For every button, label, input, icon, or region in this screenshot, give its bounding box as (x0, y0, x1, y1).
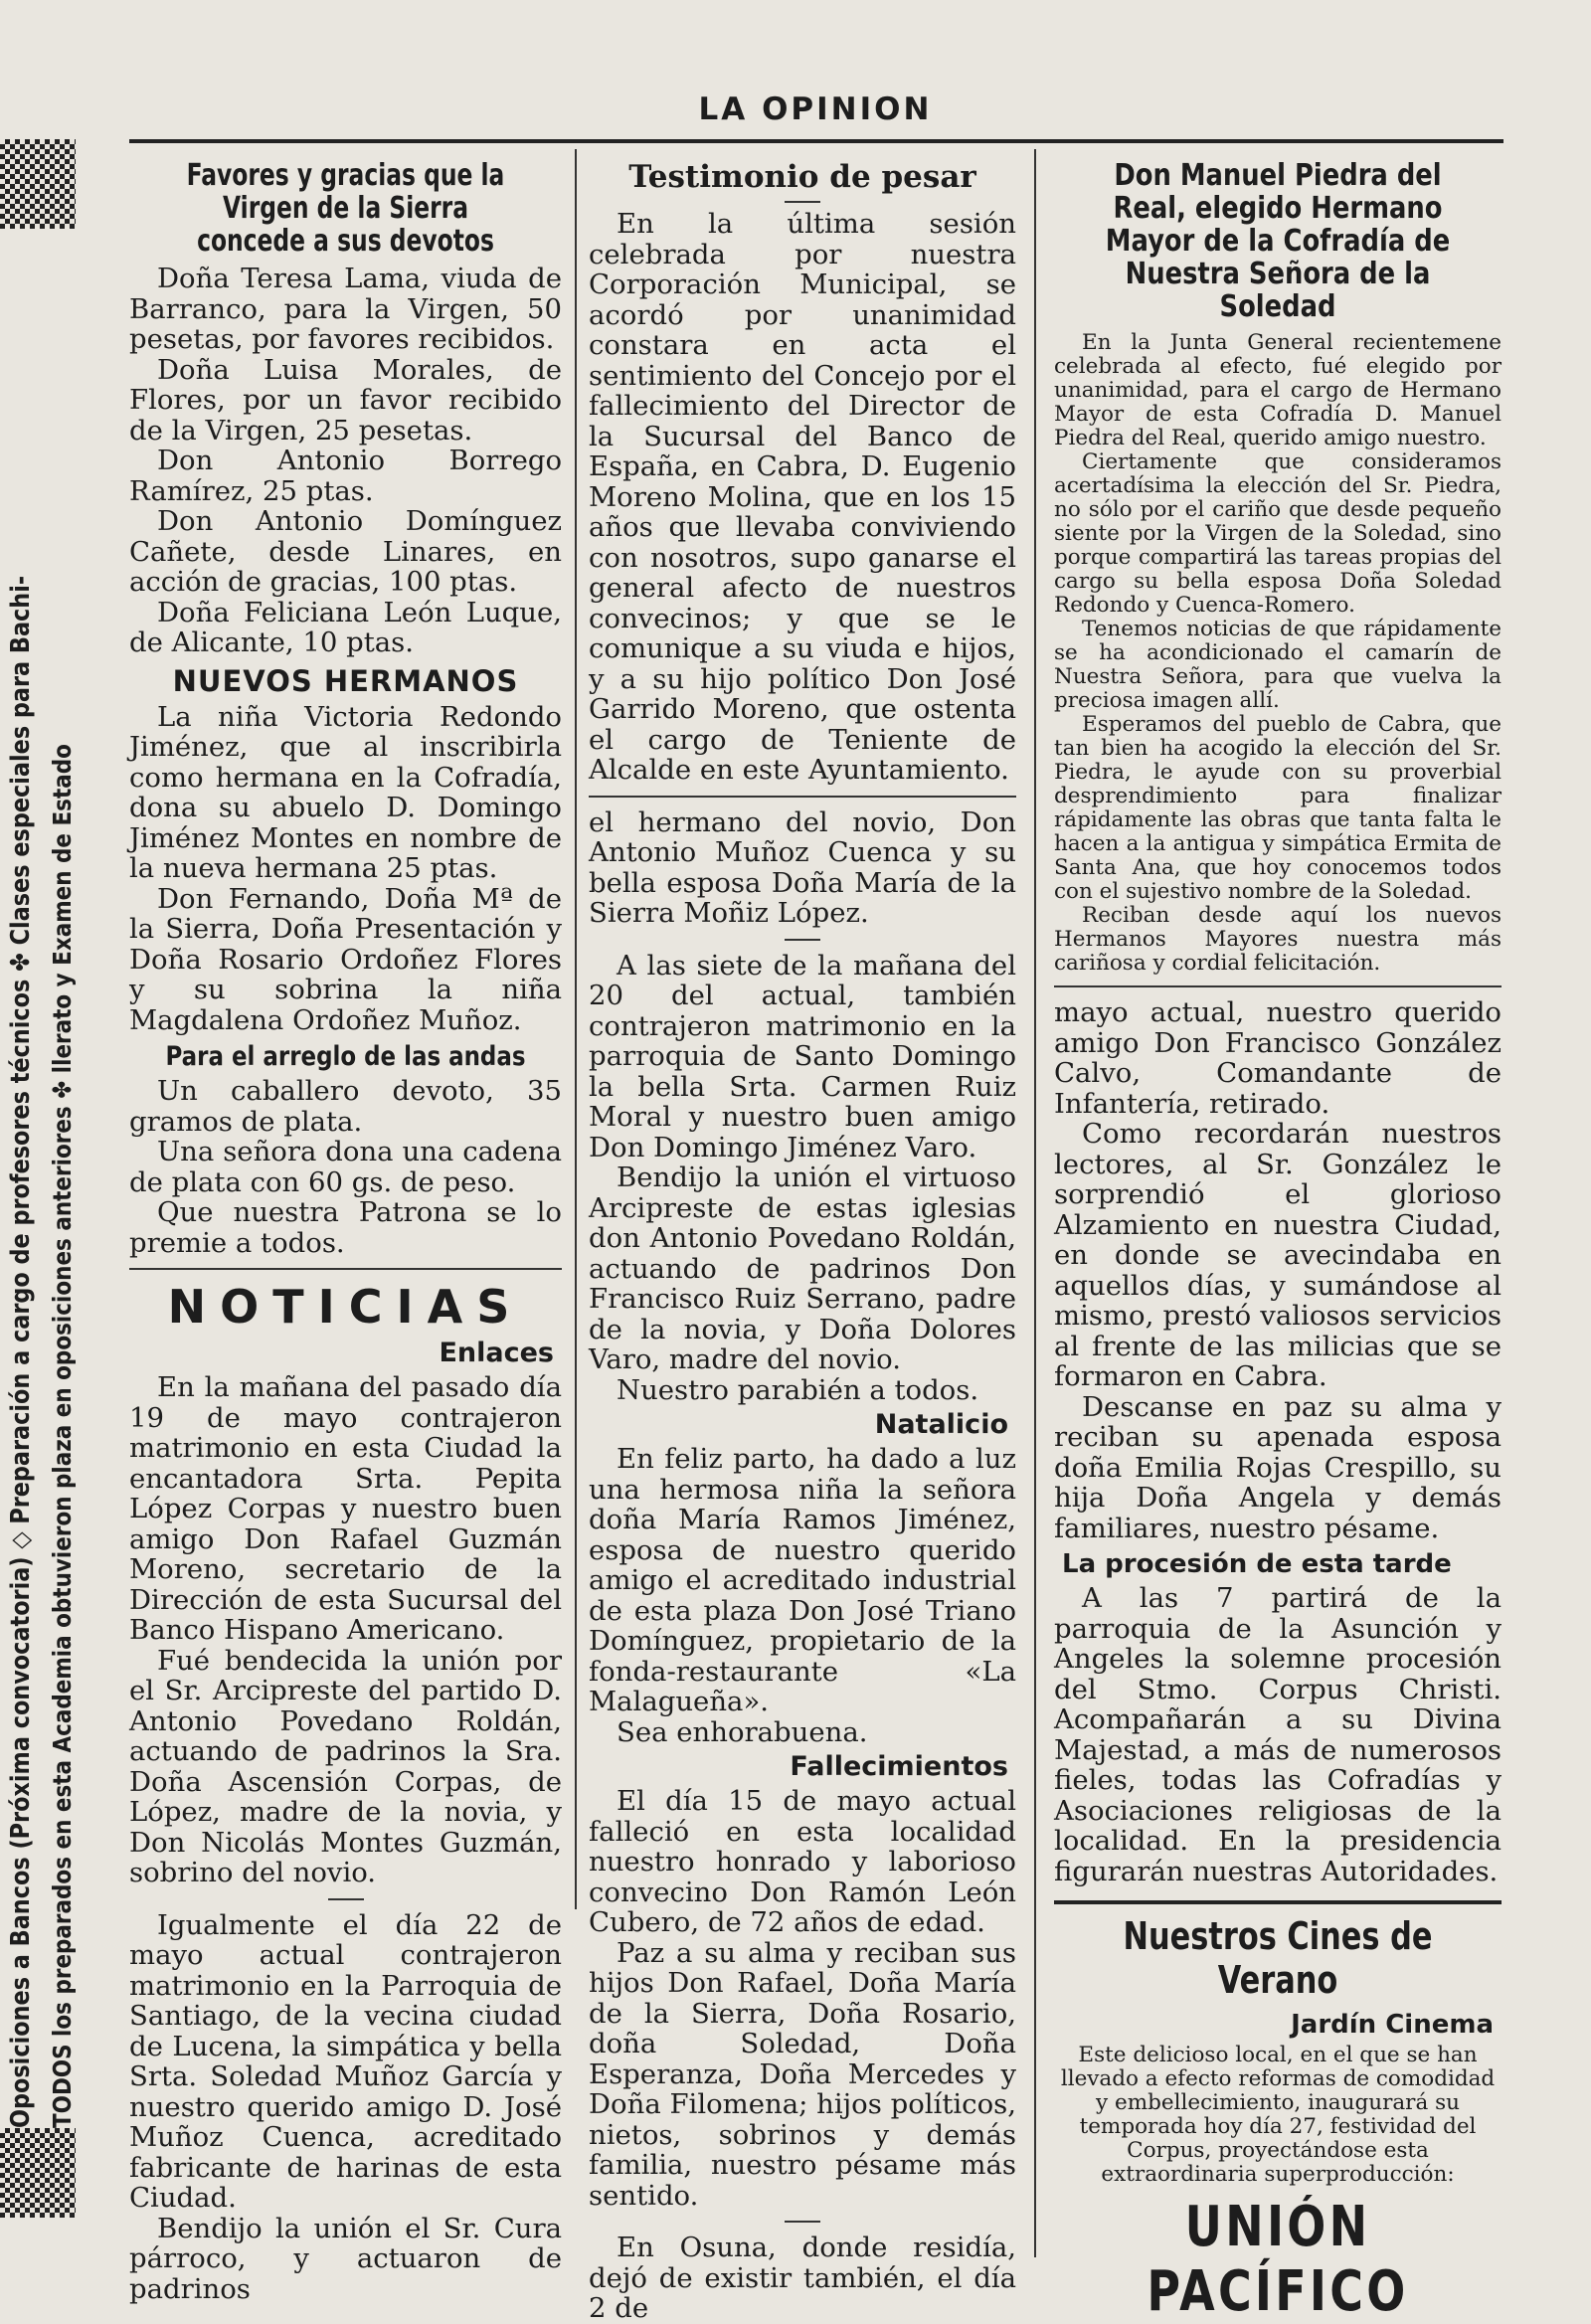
boda-paragraph: Bendijo la unión el virtuoso Arcipreste de estas iglesias don Antonio Povedano Roldán, actuando de padrinos Don Francisco Ruiz Serrano, padre de la novia, y Doña Dolores Varo, madre del novio. (589, 1162, 1016, 1375)
noticias-heading: NOTICIAS (167, 1280, 524, 1334)
boda-paragraph: Nuestro parabién a todos. (617, 1373, 979, 1406)
natalicio-heading: Natalicio (874, 1409, 1008, 1440)
continued-paragraph: el hermano del novio, Don Antonio Muñoz Cuenca y su bella esposa Doña María de la Sierra Moñiz López. (589, 805, 1016, 929)
enlaces-paragraph: En la mañana del pasado día 19 de mayo contrajeron matrimonio en esta Ciudad la encantadora Srta. Pepita López Corpas y nuestro buen amigo Don Rafael Guzmán Moreno, secretario de la Dirección de esta Sucursal del Banco Hispano Americano. (129, 1371, 562, 1646)
hermanos-heading: NUEVOS HERMANOS (172, 663, 519, 698)
piedra-paragraph: Reciban desde aquí los nuevos Hermanos Mayores nuestra más cariñosa y cordial felicitación. (1054, 903, 1502, 976)
hermanos-paragraph: Don Fernando, Doña Mª de la Sierra, Doña Presentación y Doña Rosario Ordoñez Flores y su sobrina la niña Magdalena Ordoñez Muñoz. (129, 882, 562, 1036)
section-divider (589, 796, 1016, 798)
column-2 (589, 159, 1016, 2324)
hermanos-paragraph: La niña Victoria Redondo Jiménez, que al inscribirla como hermana en la Cofradía, dona su abuelo D. Domingo Jiménez Montes en nombre de la nueva hermana 25 ptas. (129, 700, 562, 884)
natalicio-paragraph: En feliz parto, ha dado a luz una hermosa niña la señora doña María Ramos Jiménez, esposa de nuestro querido amigo el acreditado industrial de esta plaza Don José Triano Domínguez, propietario de la fonda-restaurante «La Malagueña». (589, 1443, 1016, 1717)
osuna-paragraph: En Osuna, donde residía, dejó de existir también, el día 2 de (589, 2232, 1016, 2324)
jardin-paragraph: Este delicioso local, en el que se han llevado a efecto reformas de comodidad y embellecimiento, inaugurará su temporada hoy día 27, festividad del Corpus, proyectándose esta extraordinaria superproducción: (1060, 2043, 1496, 2187)
fallecimientos-paragraph: El día 15 de mayo actual falleció en esta localidad nuestro honrado y laborioso convecino Don Ramón León Cubero, de 72 años de edad. (589, 1785, 1016, 1938)
piedra-paragraph: En la Junta General recientemene celebrada al efecto, fué elegido por unanimidad, para el cargo de Hermano Mayor de esta Cofradía D. Manuel Piedra del Real, querido amigo nuestro. (1054, 330, 1502, 450)
side-ad-line-1: Oposiciones a Bancos (Próxima convocatoria) ◇ Preparación a cargo de profesores técnicos ✤ Clases especiales para Bachi- (6, 575, 36, 2128)
piedra-heading: Don Manuel Piedra del Real, elegido Hermano Mayor de la Cofradía de Nuestra Señora de la Soledad (1105, 158, 1451, 324)
section-divider (1054, 985, 1502, 987)
column-rule-1 (575, 149, 577, 1909)
enlaces-paragraph: Fué bendecida la unión por el Sr. Arcipreste del partido D. Antonio Povedano Roldán, actuando de padrinos la Sra. Doña Ascensión Corpas, de López, madre de la novia, y Don Nicolás Montes Guzmán, sobrino del novio. (129, 1644, 562, 1888)
favores-heading: Favores y gracias que la Virgen de la Sierra concede a sus devotos (186, 158, 505, 259)
favor-item: Doña Teresa Lama, viuda de Barranco, para la Virgen, 50 pesetas, por favores recibidos. (129, 263, 562, 355)
dash-separator (328, 1898, 364, 1900)
masthead-rule (129, 139, 1503, 143)
andas-paragraph: Una señora dona una cadena de plata con 60 gs. de peso. (129, 1136, 562, 1198)
favor-item: Don Antonio Domínguez Cañete, desde Linares, en acción de gracias, 100 ptas. (129, 505, 562, 598)
masthead: LA OPINION (698, 91, 933, 127)
favor-item: Don Antonio Borrego Ramírez, 25 ptas. (129, 445, 562, 507)
favor-item: Doña Feliciana León Luque, de Alicante, 10 ptas. (129, 596, 562, 658)
dash-separator (785, 2221, 820, 2223)
cines-heading: Nuestros Cines de Verano (1123, 1914, 1433, 2002)
section-divider (1054, 1900, 1502, 1904)
natalicio-paragraph: Sea enhorabuena. (617, 1715, 868, 1748)
checker-ornament-bottom (0, 2128, 76, 2218)
column-3 (1054, 159, 1502, 2324)
checker-ornament-top (0, 139, 76, 229)
enlaces-paragraph: Bendijo la unión el Sr. Cura párroco, y actuaron de padrinos (129, 2212, 562, 2305)
andas-paragraph: Que nuestra Patrona se lo premie a todos. (129, 1196, 562, 1259)
fallecimientos-paragraph: Paz a su alma y reciban sus hijos Don Rafael, Doña María de la Sierra, Doña Rosario, doña Soledad, Doña Esperanza, Doña Mercedes y Doña Filomena; hijos políticos, nietos, sobrinos y demás familia, nuestro pésame más sentido. (589, 1936, 1016, 2212)
obituary-paragraph: Descanse en paz su alma y reciban su apenada esposa doña Emilia Rojas Crespillo, su hija Doña Angela y demás familiares, nuestro pésame. (1054, 1390, 1502, 1544)
enlaces-paragraph: Igualmente el día 22 de mayo actual contrajeron matrimonio en la Parroquia de Santiago, de la vecina ciudad de Lucena, la simpática y bella Srta. Soledad Muñoz García y nuestro querido amigo D. José Muñoz Cuenca, acreditado fabricante de harinas de esta Ciudad. (129, 1908, 562, 2214)
favor-item: Doña Luisa Morales, de Flores, por un favor recibido de la Virgen, 25 pesetas. (129, 353, 562, 447)
procesion-paragraph: A las 7 partirá de la parroquia de la Asunción y Angeles la solemne procesión del Stmo. Corpus Christi. Acompañarán a su Divina Majestad, a más de numerosos fieles, todas las Cofradías y Asociaciones religiosas de la localidad. En la presidencia figurarán nuestras Autoridades. (1054, 1582, 1502, 1887)
andas-paragraph: Un caballero devoto, 35 gramos de plata. (129, 1075, 562, 1138)
boda-paragraph: A las siete de la mañana del 20 del actual, también contrajeron matrimonio en la parroquia de Santo Domingo la bella Srta. Carmen Ruiz Moral y nuestro buen amigo Don Domingo Jiménez Varo. (589, 949, 1016, 1163)
continued-paragraph: mayo actual, nuestro querido amigo Don Francisco González Calvo, Comandante de Infantería, retirado. (1054, 996, 1502, 1120)
fallecimientos-heading: Fallecimientos (790, 1751, 1008, 1782)
dash-separator (785, 939, 820, 941)
obituary-paragraph: Como recordarán nuestros lectores, al Sr. González le sorprendió el glorioso Alzamiento en nuestra Ciudad, en donde se avecindaba en aquellos días, y sumándose al mismo, prestó valiosos servicios al frente de las milicias que se formaron en Cabra. (1054, 1118, 1502, 1392)
column-rule-2 (1034, 149, 1036, 2257)
column-1 (129, 159, 562, 2304)
andas-heading: Para el arreglo de las andas (165, 1041, 526, 1072)
piedra-paragraph: Esperamos del pueblo de Cabra, que tan bien ha acogido la elección del Sr. Piedra, le ayude con su proverbial desprendimiento para finalizar rápidamente las obras que tanta falta le hacen a la antigua y simpática Ermita de Santa Ana, que hoy conocemos todos con el sujestivo nombre de la Soledad. (1054, 712, 1502, 904)
pesar-heading: Testimonio de pesar (628, 159, 976, 195)
side-ad-line-2: TODOS los preparados en esta Academia obtuvieron plaza en oposiciones anteriores ✤ llerato y Examen de Estado (48, 744, 77, 2128)
section-divider (129, 1268, 562, 1270)
enlaces-heading: Enlaces (439, 1338, 554, 1368)
union-pacifico-title: UNIÓN PACÍFICO (1147, 2195, 1409, 2324)
piedra-paragraph: Tenemos noticias de que rápidamente se ha acondicionado el camarín de Nuestra Señora, para que vuelva la preciosa imagen allí. (1054, 617, 1502, 713)
dash-separator (785, 201, 820, 203)
jardin-heading: Jardín Cinema (1291, 2010, 1494, 2040)
pesar-paragraph: En la última sesión celebrada por nuestra Corporación Municipal, se acordó por unanimidad constara en acta el sentimiento del Concejo por el fallecimiento del Director de la Sucursal del Banco de España, en Cabra, D. Eugenio Moreno Molina, que en los 15 años que llevaba conviviendo con nosotros, supo ganarse el general afecto de nuestros convecinos; y que se le comunique a su viuda e hijos, y a su hijo político Don José Garrido Moreno, que ostenta el cargo de Teniente de Alcalde en este Ayuntamiento. (589, 208, 1016, 786)
piedra-paragraph: Ciertamente que consideramos acertadísima la elección del Sr. Piedra, no sólo por el cariño que desde pequeño siente por la Virgen de la Soledad, sino porque compartirá las tareas propias del cargo su bella esposa Doña Soledad Redondo y Cuenca-Romero. (1054, 449, 1502, 618)
procesion-heading: La procesión de esta tarde (1062, 1549, 1452, 1579)
